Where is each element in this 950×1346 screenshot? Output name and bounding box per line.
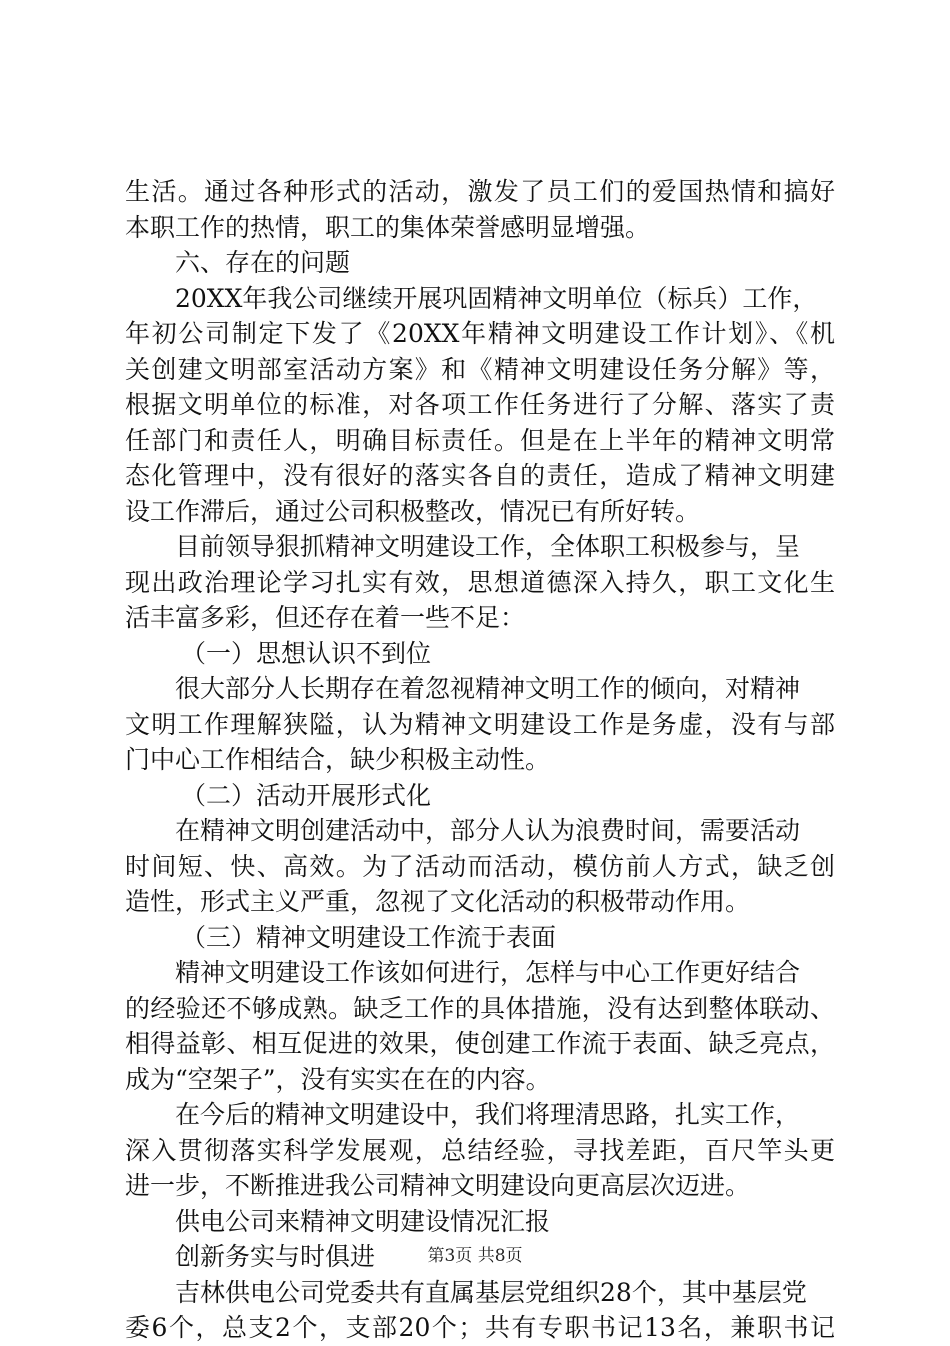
text-line-23: 精神文明建设工作该如何进行，怎样与中心工作更好结合 [175, 958, 801, 987]
report-title: 供电公司来精神文明建设情况汇报 [175, 1206, 551, 1236]
text-line-7: 根据文明单位的标准，对各项工作任务进行了分解、落实了责 [125, 390, 835, 419]
report-subtitle: 创新务实与时俱进 [175, 1242, 376, 1271]
text-line-25: 相得益彰、相互促进的效果，使创建工作流于表面、缺乏亮点， [125, 1029, 835, 1058]
text-line-2: 本职工作的热情，职工的集体荣誉感明显增强。 [125, 212, 651, 242]
text-line-5: 年初公司制定下发了《20XX年精神文明建设工作计划》、《机 [125, 319, 835, 348]
text-line-9: 态化管理中，没有很好的落实各自的责任，造成了精神文明建 [125, 461, 835, 490]
subheading-1: （一）思想认识不到位 [181, 638, 432, 668]
text-line-32: 吉林供电公司党委共有直属基层党组织28个，其中基层党 [175, 1277, 807, 1307]
text-line-28: 深入贯彻落实科学发展观，总结经验，寻找差距，百尺竿头更 [125, 1135, 835, 1165]
text-line-27: 在今后的精神文明建设中，我们将理清思路，扎实工作， [175, 1100, 801, 1129]
subheading-3: （三）精神文明建设工作流于表面 [181, 922, 557, 952]
section-heading-problems: 六、存在的问题 [175, 248, 351, 277]
subheading-2: （二）活动开展形式化 [181, 780, 432, 810]
document-body [125, 174, 835, 1346]
text-line-26: 成为“空架子”，没有实实在在的内容。 [125, 1064, 551, 1094]
text-line-15: 很大部分人长期存在着忽视精神文明工作的倾向，对精神 [175, 674, 801, 703]
page-footer: 第3页 共8页 [427, 1246, 523, 1266]
text-line-24: 的经验还不够成熟。缺乏工作的具体措施，没有达到整体联动、 [125, 993, 835, 1023]
text-line-11: 目前领导狠抓精神文明建设工作，全体职工积极参与，呈 [175, 532, 801, 561]
text-line-8: 任部门和责任人，明确目标责任。但是在上半年的精神文明常 [125, 425, 835, 455]
text-line-16: 文明工作理解狭隘，认为精神文明建设工作是务虚，没有与部 [125, 709, 835, 739]
text-line-13: 活丰富多彩，但还存在着一些不足： [125, 603, 526, 632]
text-line-21: 造性，形式主义严重，忽视了文化活动的积极带动作用。 [125, 887, 751, 916]
text-line-17: 门中心工作相结合，缺少积极主动性。 [125, 745, 551, 774]
text-line-12: 现出政治理论学习扎实有效，思想道德深入持久，职工文化生 [125, 567, 835, 597]
text-line-10: 设工作滞后，通过公司积极整改，情况已有所好转。 [125, 496, 701, 526]
text-line-29: 进一步，不断推进我公司精神文明建设向更高层次迈进。 [125, 1171, 751, 1200]
text-line-4: 20XX年我公司继续开展巩固精神文明单位（标兵）工作， [175, 283, 818, 313]
text-line-33: 委6个，总支2个，支部20个；共有专职书记13名，兼职书记 [125, 1313, 835, 1342]
text-line-1: 生活。通过各种形式的活动，激发了员工们的爱国热情和搞好 [125, 177, 835, 206]
text-line-20: 时间短、快、高效。为了活动而活动，模仿前人方式，缺乏创 [125, 851, 835, 881]
text-line-6: 关创建文明部室活动方案》和《精神文明建设任务分解》等， [125, 354, 835, 384]
text-line-19: 在精神文明创建活动中，部分人认为浪费时间，需要活动 [175, 816, 801, 845]
